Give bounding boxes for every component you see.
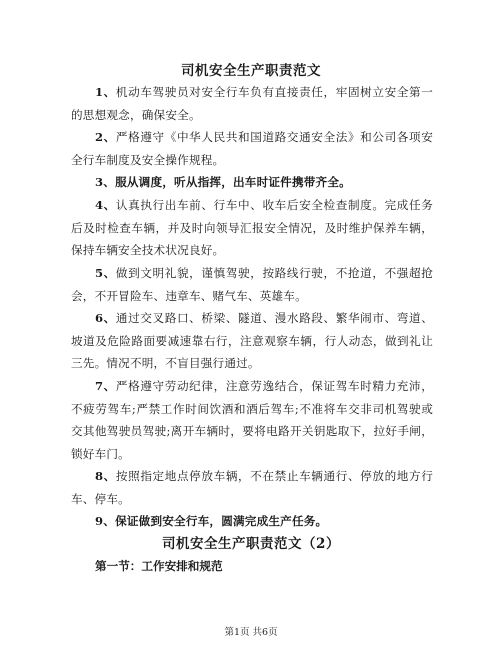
clause-text: 保证做到安全行车，圆满完成生产任务。 [115,514,328,528]
clause-number: 3、 [95,175,116,189]
clause-number: 2、 [95,130,116,144]
clause-text: 严格遵守《中华人民共和国道路交通安全法》和公司各项安全行车制度及安全操作规程。 [71,130,434,167]
clause-1 [71,81,433,126]
clause-6 [71,307,433,375]
clause-number: 5、 [95,266,116,280]
clause-number: 8、 [95,469,116,483]
clause-5 [71,262,433,307]
clause-4 [71,194,433,262]
clause-2 [71,126,433,171]
clause-text: 机动车驾驶员对安全行车负有直接责任，牢固树立安全第一的思想观念，确保安全。 [71,85,434,122]
document-title: 司机安全生产职责范文 [181,63,321,79]
clause-text: 按照指定地点停放车辆，不在禁止车辆通行、停放的地方行车、停车。 [71,469,434,506]
clause-7 [71,375,433,465]
clause-9 [71,510,433,533]
clause-number: 1、 [95,85,116,99]
clause-number: 6、 [95,311,116,325]
clause-text: 做到文明礼貌，谨慎驾驶，按路线行驶，不抢道，不强超抢会，不开冒险车、违章车、赌气车、英雄车。 [71,266,434,303]
clause-text: 严格遵守劳动纪律，注意劳逸结合，保证驾车时精力充沛，不疲劳驾车;严禁工作时间饮酒和酒后驾车;不准将车交非司机驾驶或交其他驾驶员驾驶;离开车辆时，要将电路开关钥匙取下，拉好手闸，锁好车门。 [71,379,434,461]
clause-number: 7、 [95,379,116,393]
clause-8 [71,465,433,510]
clause-text: 通过交叉路口、桥梁、隧道、漫水路段、繁华闹市、弯道、坡道及危险路面要减速靠右行，注意观察车辆，行人动态，做到礼让三先。情况不明，不盲目强行通过。 [71,311,434,370]
clause-number: 4、 [95,198,116,212]
document-title-2: 司机安全生产职责范文（2） [162,536,340,552]
clause-3 [71,171,433,194]
clause-number: 9、 [95,514,116,528]
clause-text: 服从调度，听从指挥，出车时证件携带齐全。 [115,175,351,189]
page-footer: 第1页 共6页 [224,627,278,638]
section-heading: 第一节：工作安排和规范 [95,559,223,573]
clause-text: 认真执行出车前、行车中、收车后安全检查制度。完成任务后及时检查车辆，并及时向领导汇报安全情况，及时维护保养车辆，保持车辆安全技术状况良好。 [71,198,434,257]
